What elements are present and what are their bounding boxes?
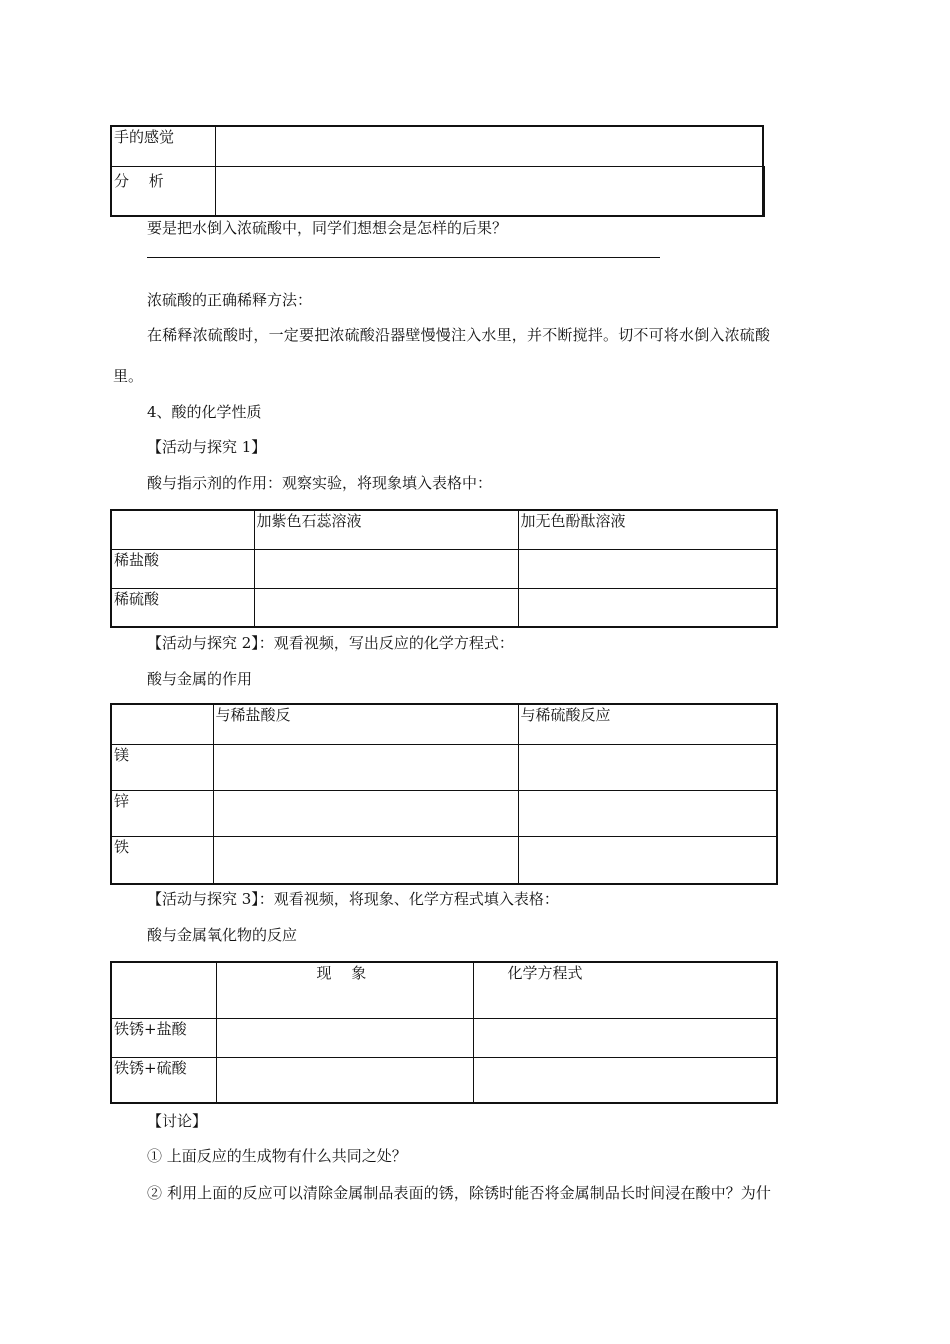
cell-fe-h2so4[interactable] xyxy=(518,836,777,884)
activity-1-title: 【活动与探究 1】 xyxy=(147,438,267,456)
cell-fe-hcl[interactable] xyxy=(213,836,518,884)
activity-3-desc: 酸与金属氧化物的反应 xyxy=(147,926,298,944)
discussion-question-2: ② 利用上面的反应可以清除金属制品表面的锈，除锈时能否将金属制品长时间浸在酸中？为什 xyxy=(147,1184,771,1202)
sensation-table xyxy=(110,125,765,217)
cell-zn-h2so4[interactable] xyxy=(518,790,777,836)
cell-rust-hcl-equation[interactable] xyxy=(473,1018,777,1057)
cell-sensation[interactable] xyxy=(215,126,763,166)
cell-mg-hcl[interactable] xyxy=(213,744,518,790)
dilution-method-title: 浓硫酸的正确稀释方法： xyxy=(147,291,313,309)
row-label-rust-hcl: 铁锈+盐酸 xyxy=(111,1018,216,1057)
row-label-dilute-hcl: 稀盐酸 xyxy=(111,549,254,588)
header-dilute-hcl: 与稀盐酸反 xyxy=(213,704,518,744)
header-equation: 化学方程式 xyxy=(473,962,777,1018)
cell-rust-h2so4-phenomenon[interactable] xyxy=(216,1057,473,1103)
row-label-analysis: 分 析 xyxy=(111,166,215,216)
header-dilute-h2so4: 与稀硫酸反应 xyxy=(518,704,777,744)
header-litmus: 加紫色石蕊溶液 xyxy=(254,510,518,549)
cell-hcl-phenolphthalein[interactable] xyxy=(518,549,777,588)
cell-hcl-litmus[interactable] xyxy=(254,549,518,588)
row-label-dilute-h2so4: 稀硫酸 xyxy=(111,588,254,627)
activity-2-title: 【活动与探究 2】：观看视频，写出反应的化学方程式： xyxy=(147,634,514,652)
discussion-title: 【讨论】 xyxy=(147,1112,208,1130)
activity-3-title: 【活动与探究 3】：观看视频，将现象、化学方程式填入表格： xyxy=(147,890,559,908)
header-empty xyxy=(111,704,213,744)
dilution-method-text: 在稀释浓硫酸时，一定要把浓硫酸沿器壁慢慢注入水里，并不断搅拌。切不可将水倒入浓硫酸 xyxy=(147,326,771,344)
activity-2-desc: 酸与金属的作用 xyxy=(147,670,253,688)
row-label-iron: 铁 xyxy=(111,836,213,884)
cell-rust-hcl-phenomenon[interactable] xyxy=(216,1018,473,1057)
cell-rust-h2so4-equation[interactable] xyxy=(473,1057,777,1103)
row-label-magnesium: 镁 xyxy=(111,744,213,790)
discussion-question-1: ① 上面反应的生成物有什么共同之处？ xyxy=(147,1147,407,1165)
row-label-rust-h2so4: 铁锈+硫酸 xyxy=(111,1057,216,1103)
activity-1-desc: 酸与指示剂的作用：观察实验，将现象填入表格中： xyxy=(147,474,493,492)
header-phenomenon: 现 象 xyxy=(216,962,473,1018)
cell-zn-hcl[interactable] xyxy=(213,790,518,836)
cell-mg-h2so4[interactable] xyxy=(518,744,777,790)
metal-oxide-table xyxy=(110,961,778,1104)
metal-reaction-table xyxy=(110,703,778,885)
cell-h2so4-phenolphthalein[interactable] xyxy=(518,588,777,627)
row-label-zinc: 锌 xyxy=(111,790,213,836)
question-water-into-acid: 要是把水倒入浓硫酸中，同学们想想会是怎样的后果？ xyxy=(147,219,508,237)
row-label-sensation: 手的感觉 xyxy=(111,126,215,166)
dilution-method-text-cont: 里。 xyxy=(113,367,144,385)
header-empty xyxy=(111,510,254,549)
header-phenolphthalein: 加无色酚酞溶液 xyxy=(518,510,777,549)
indicator-table xyxy=(110,509,778,628)
cell-h2so4-litmus[interactable] xyxy=(254,588,518,627)
section-title: 4、酸的化学性质 xyxy=(147,403,262,421)
header-empty xyxy=(111,962,216,1018)
cell-analysis[interactable] xyxy=(215,166,763,216)
answer-line[interactable] xyxy=(147,257,660,258)
